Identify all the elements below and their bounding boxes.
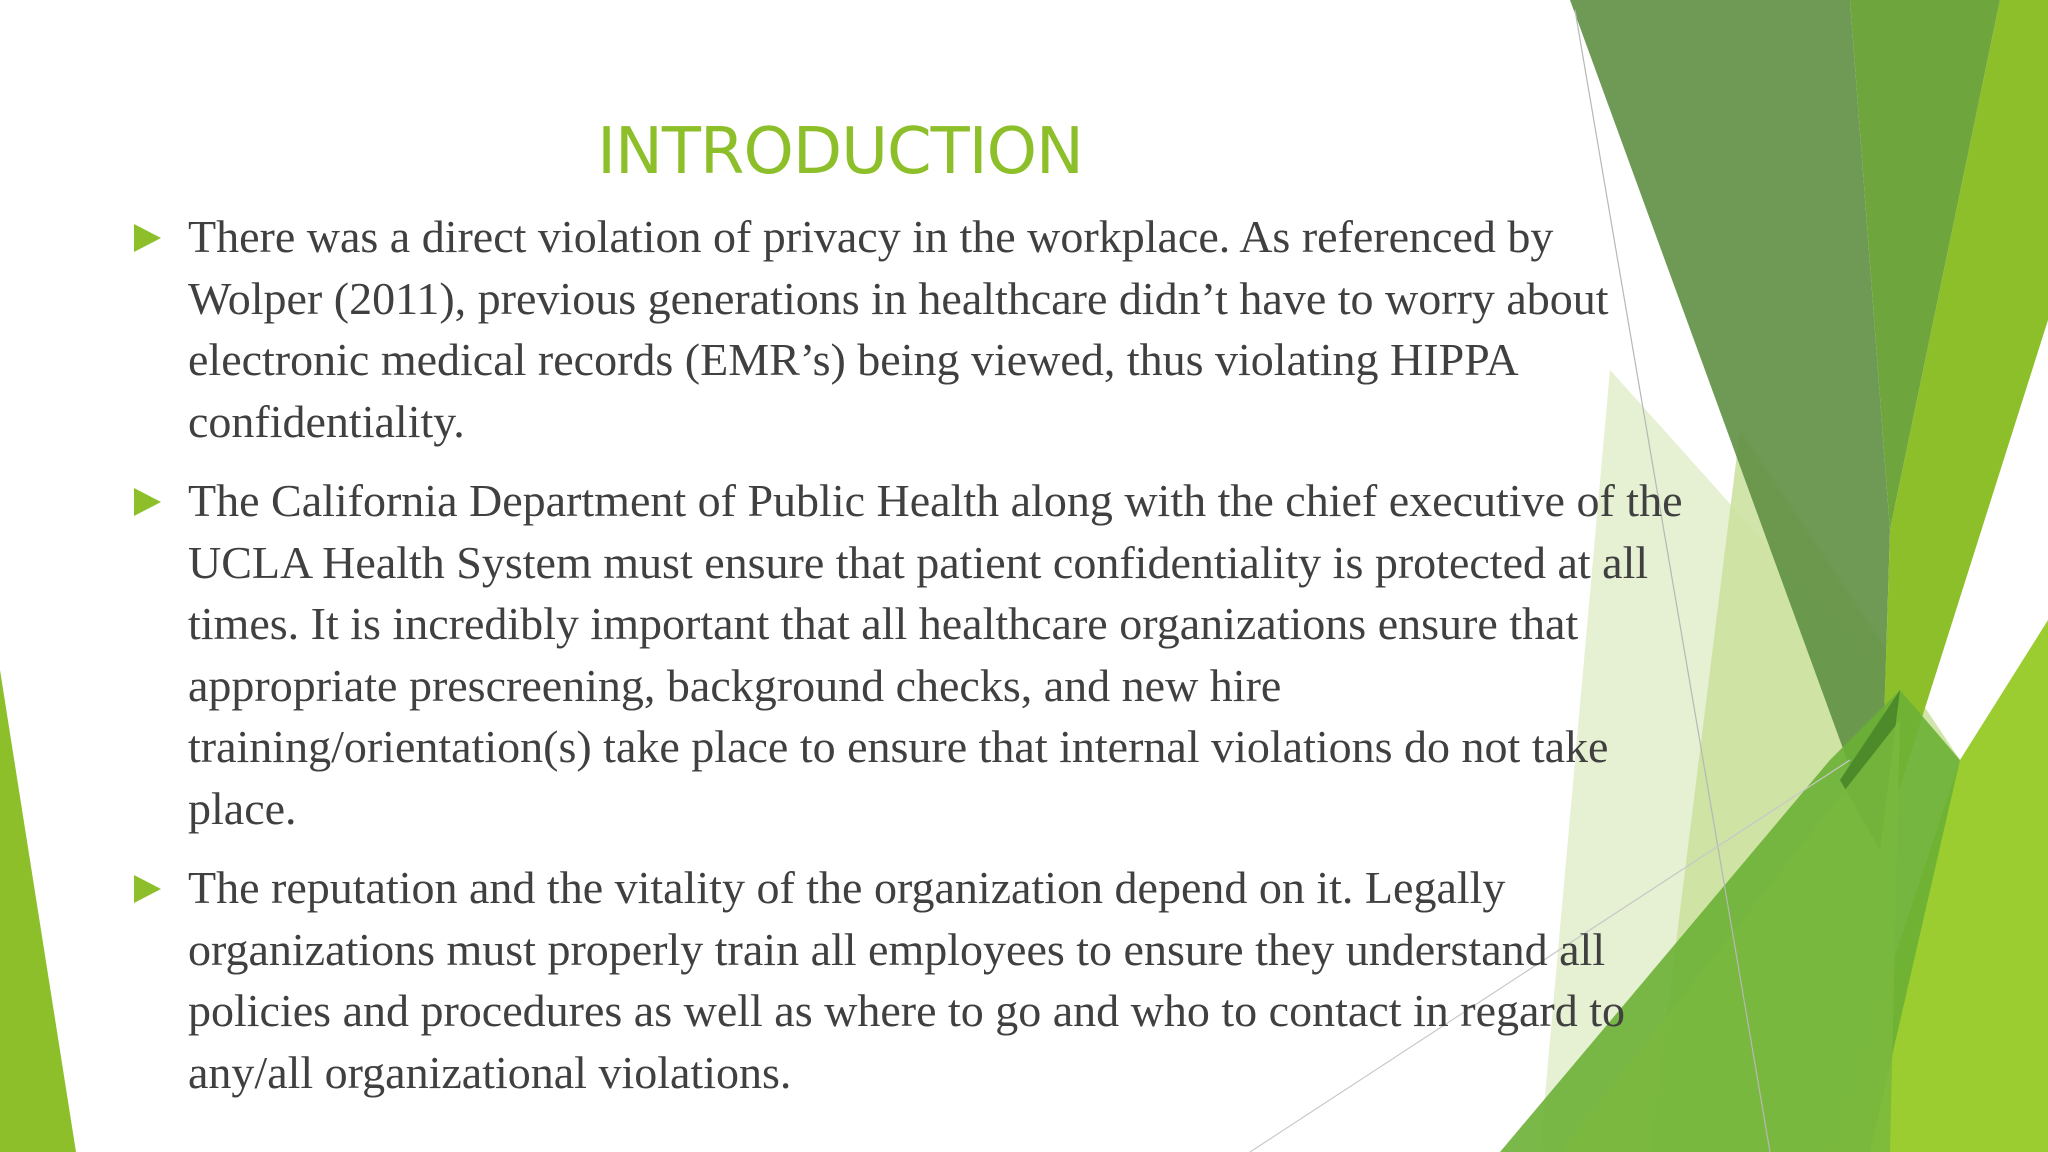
bullet-item	[134, 857, 1694, 1103]
bullet-text: The reputation and the vitality of the organization depend on it. Legally organizations must properly train all employees to ensure they understand all policies and procedures as well as where to go and who to contact in regard to any/all organizational violations.	[188, 862, 1626, 1098]
triangle-right-icon	[134, 224, 161, 252]
triangle-right-icon	[134, 875, 161, 903]
bullet-item	[134, 470, 1694, 839]
bullet-list	[134, 206, 1694, 1121]
triangle-right-icon	[134, 488, 161, 516]
deco-left-sliver	[0, 670, 76, 1152]
slide-title: INTRODUCTION	[597, 115, 1083, 189]
bullet-item	[134, 206, 1694, 452]
bullet-text: The California Department of Public Health along with the chief executive of the UCLA Health System must ensure that patient confidentiality is protected at all times. It is incredibly important that all healthcare organizations ensure that appropriate prescreening, background checks, and new hire training/orientation(s) take place to ensure that internal violations do not take place.	[188, 475, 1683, 834]
bullet-text: There was a direct violation of privacy in the workplace. As referenced by Wolper (2011), previous generations in healthcare didn’t have to worry about electronic medical records (EMR’s) being viewed, thus violating HIPPA confidentiality.	[188, 211, 1609, 447]
